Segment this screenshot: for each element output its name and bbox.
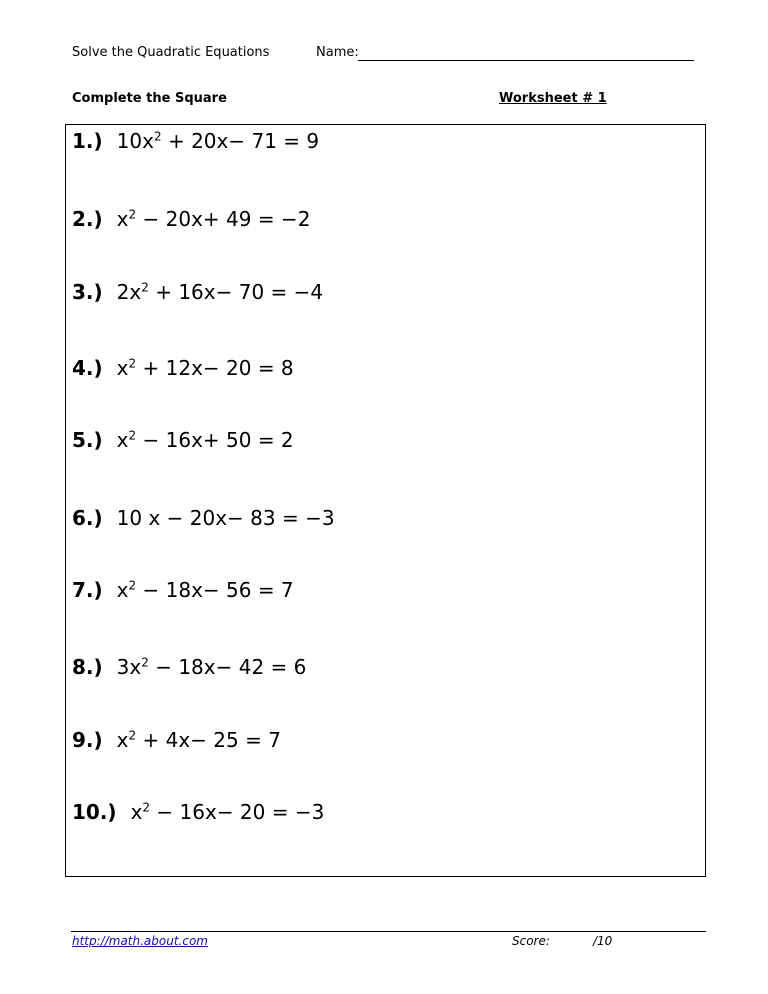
problem-equation: $x^2 - 18x- 56 = 7$ (116, 578, 294, 602)
worksheet-title: Solve the Quadratic Equations (72, 45, 270, 60)
name-label: Name: (316, 45, 359, 60)
exponent: 2 (128, 356, 137, 371)
problem-6 (72, 508, 335, 528)
problem-1 (72, 131, 319, 151)
exponent: 2 (141, 280, 149, 295)
exponent: 2 (128, 578, 137, 593)
worksheet-subtitle: Complete the Square (72, 91, 227, 106)
problem-number: 7.) (72, 578, 103, 602)
problem-equation: 10 x − 20x− 83 = −3 (116, 506, 335, 530)
problem-3 (72, 282, 323, 302)
problem-number: 9.) (72, 728, 103, 752)
problem-4 (72, 358, 294, 378)
exponent: 2 (128, 207, 137, 222)
score-label: Score: (512, 934, 550, 948)
problem-equation: $10x^2 + 20x- 71 = 9$ (116, 129, 320, 153)
problem-equation: $x^2 + 4x- 25 = 7$ (116, 728, 281, 752)
problem-2 (72, 209, 310, 229)
footer-divider (71, 931, 706, 932)
problem-5 (72, 430, 294, 450)
problem-number: 2.) (72, 207, 103, 231)
problem-9 (72, 730, 281, 750)
problem-number: 1.) (72, 129, 103, 153)
exponent: 2 (128, 428, 137, 443)
problem-number: 8.) (72, 655, 103, 679)
exponent: 2 (141, 655, 149, 670)
problem-equation: $x^2 + 12x- 20 = 8$ (116, 356, 294, 380)
source-link[interactable]: http://math.about.com (72, 934, 208, 948)
problem-equation: $x^2 - 16x- 20 = -3$ (130, 800, 325, 824)
problem-number: 10.) (72, 800, 117, 824)
exponent: 2 (142, 800, 151, 815)
problem-box (65, 124, 706, 877)
problem-number: 4.) (72, 356, 103, 380)
problem-equation: $x^2 - 16x+ 50 = 2$ (116, 428, 294, 452)
problem-number: 3.) (72, 280, 103, 304)
problem-number: 5.) (72, 428, 103, 452)
worksheet-number: Worksheet # 1 (499, 91, 607, 106)
problem-equation: $x^2 - 20x+ 49 = -2$ (116, 207, 311, 231)
problem-number: 6.) (72, 506, 103, 530)
exponent: 2 (153, 129, 162, 144)
name-line[interactable] (358, 60, 694, 61)
problem-10 (72, 802, 324, 822)
problem-equation: $2x^2 + 16x- 70 = -4$ (116, 280, 324, 304)
problem-8 (72, 657, 306, 677)
score-total: /10 (593, 934, 613, 948)
problem-equation: $3x^2 - 18x- 42 = 6$ (116, 655, 307, 679)
exponent: 2 (128, 728, 137, 743)
problem-7 (72, 580, 294, 600)
